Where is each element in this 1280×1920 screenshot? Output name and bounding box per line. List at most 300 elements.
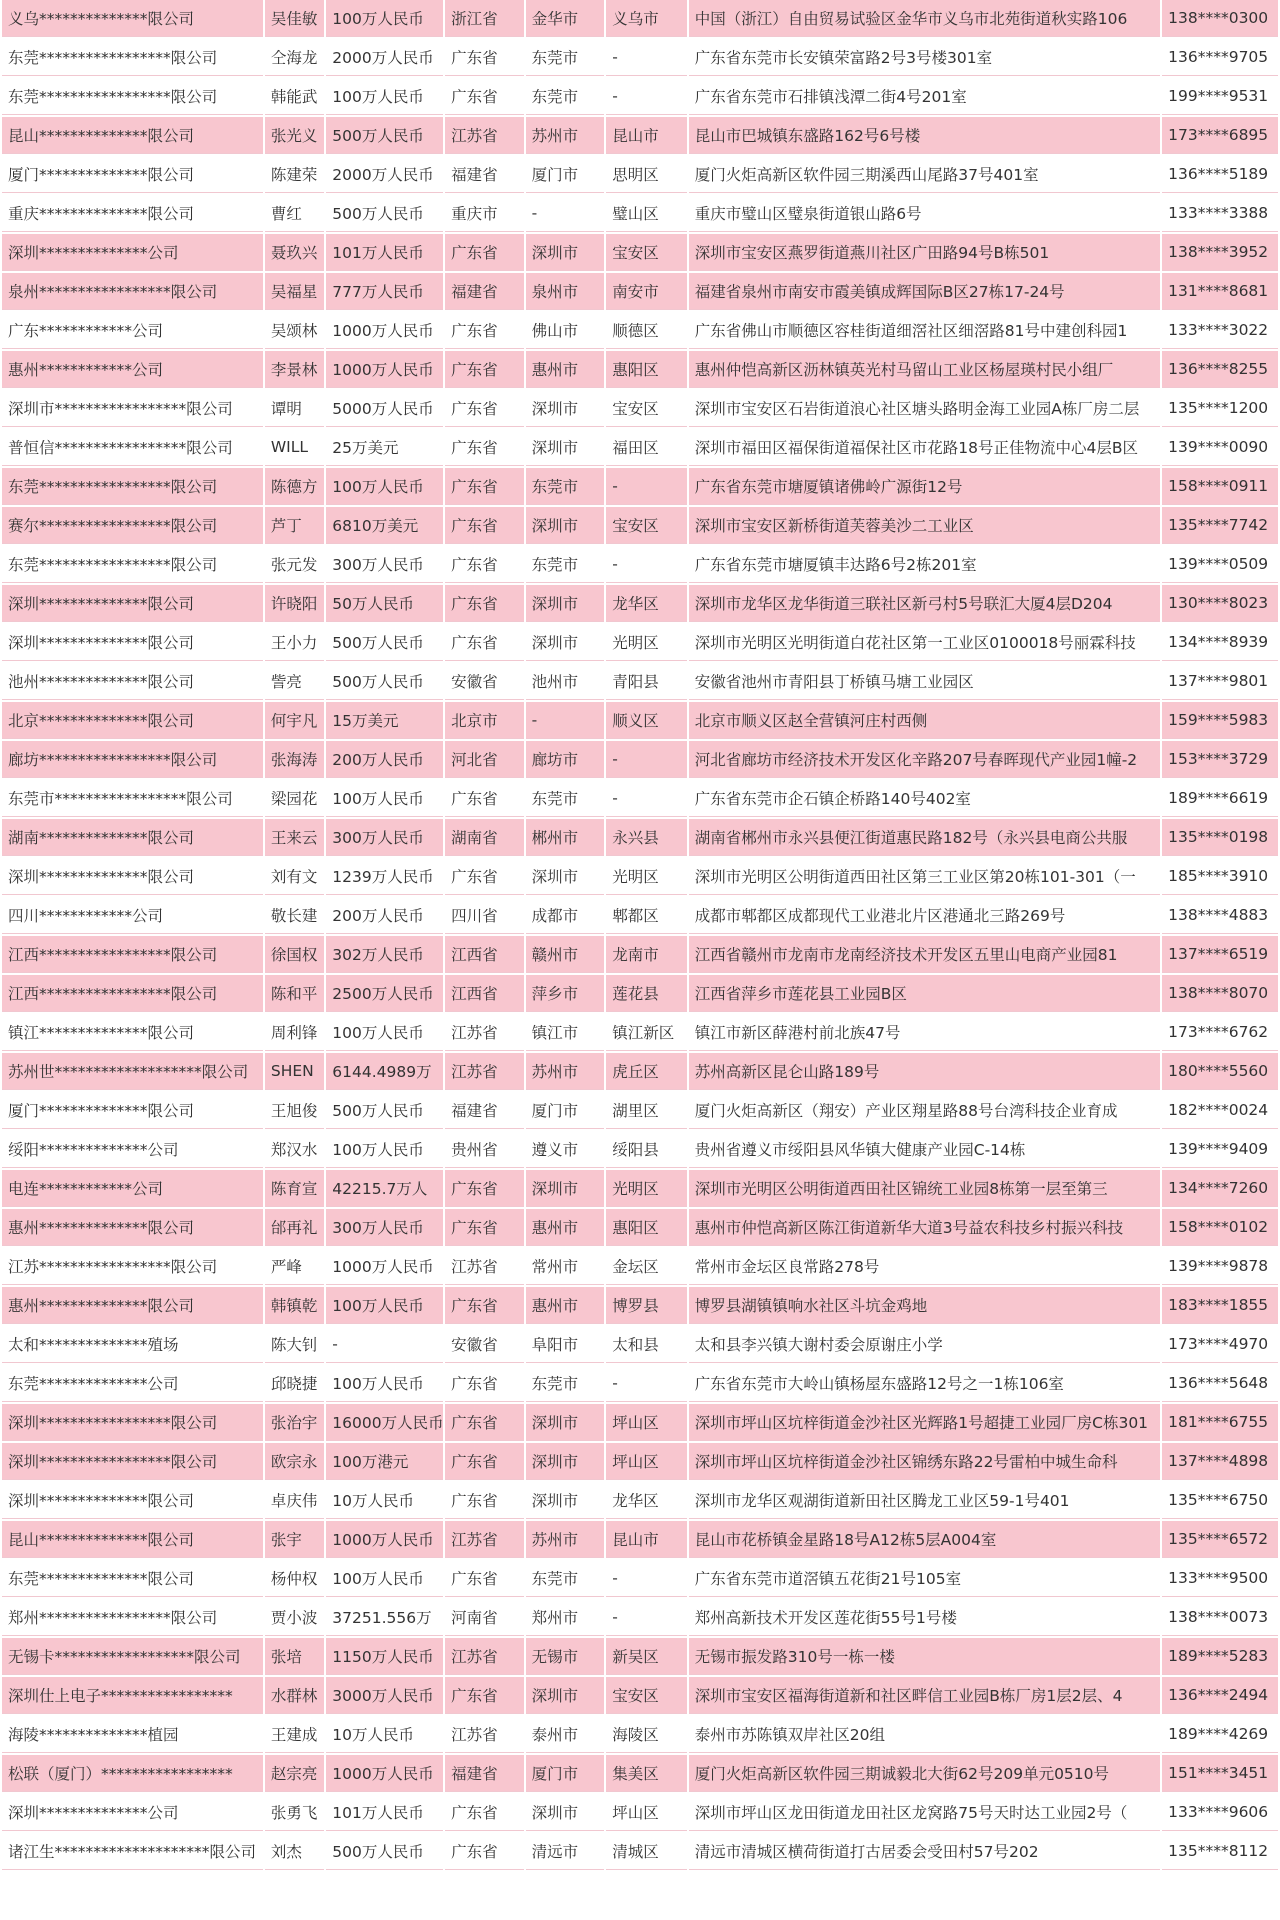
address-cell: 深圳市宝安区福海街道新和社区畔信工业园B栋厂房1层2层、4 [689, 1677, 1160, 1714]
registered-capital-cell: 302万人民币 [326, 936, 443, 973]
registered-capital-cell: 300万人民币 [326, 546, 443, 583]
registered-capital-cell: 5000万人民币 [326, 390, 443, 427]
address-cell: 深圳市龙华区龙华街道三联社区新弓村5号联汇大厦4层D204 [689, 585, 1160, 622]
company-name-cell: 深圳仕上电子***************** [2, 1677, 263, 1714]
address-cell: 惠州仲恺高新区沥林镇英光村马留山工业区杨屋瑛村民小组厂 [689, 351, 1160, 388]
table-row [2, 468, 1278, 505]
legal-person-cell: 赵宗亮 [265, 1755, 324, 1792]
phone-cell: 158****0911 [1162, 468, 1278, 505]
legal-person-cell: 杨仲权 [265, 1560, 324, 1597]
address-cell: 广东省东莞市长安镇荣富路2号3号楼301室 [689, 39, 1160, 76]
city-cell: 惠州市 [526, 1287, 605, 1324]
phone-cell: 133****3022 [1162, 312, 1278, 349]
province-cell: 广东省 [445, 468, 524, 505]
registered-capital-cell: 1000万人民币 [326, 1248, 443, 1285]
registered-capital-cell: 1000万人民币 [326, 1755, 443, 1792]
legal-person-cell: 张宇 [265, 1521, 324, 1558]
phone-cell: 137****9801 [1162, 663, 1278, 700]
address-cell: 博罗县湖镇镇响水社区斗坑金鸡地 [689, 1287, 1160, 1324]
table-row [2, 975, 1278, 1012]
district-cell: 惠阳区 [606, 351, 687, 388]
table-row [2, 1443, 1278, 1480]
table-row [2, 1833, 1278, 1870]
table-row [2, 0, 1278, 37]
address-cell: 福建省泉州市南安市霞美镇成辉国际B区27栋17-24号 [689, 273, 1160, 310]
city-cell: 深圳市 [526, 1443, 605, 1480]
province-cell: 广东省 [445, 1404, 524, 1441]
province-cell: 福建省 [445, 1755, 524, 1792]
district-cell: 光明区 [606, 624, 687, 661]
legal-person-cell: 芦丁 [265, 507, 324, 544]
legal-person-cell: 刘杰 [265, 1833, 324, 1870]
company-name-cell: 太和**************殖场 [2, 1326, 263, 1363]
district-cell: - [606, 1365, 687, 1402]
city-cell: 东莞市 [526, 39, 605, 76]
legal-person-cell: 卓庆伟 [265, 1482, 324, 1519]
legal-person-cell: 陈建荣 [265, 156, 324, 193]
table-row [2, 741, 1278, 778]
district-cell: 金坛区 [606, 1248, 687, 1285]
table-row [2, 39, 1278, 76]
district-cell: 虎丘区 [606, 1053, 687, 1090]
address-cell: 镇江市新区薛港村前北族47号 [689, 1014, 1160, 1051]
legal-person-cell: 张光义 [265, 117, 324, 154]
province-cell: 浙江省 [445, 0, 524, 37]
company-name-cell: 湖南**************限公司 [2, 819, 263, 856]
city-cell: 厦门市 [526, 1755, 605, 1792]
company-name-cell: 深圳*****************限公司 [2, 1443, 263, 1480]
city-cell: 郑州市 [526, 1599, 605, 1636]
registered-capital-cell: 500万人民币 [326, 117, 443, 154]
company-name-cell: 北京**************限公司 [2, 702, 263, 739]
registered-capital-cell: 37251.556万 [326, 1599, 443, 1636]
province-cell: 广东省 [445, 39, 524, 76]
address-cell: 深圳市福田区福保街道福保社区市花路18号正佳物流中心4层B区 [689, 429, 1160, 466]
address-cell: 中国（浙江）自由贸易试验区金华市义乌市北苑街道秋实路106 [689, 0, 1160, 37]
company-name-cell: 诸江生********************限公司 [2, 1833, 263, 1870]
address-cell: 苏州高新区昆仑山路189号 [689, 1053, 1160, 1090]
company-name-cell: 廊坊*****************限公司 [2, 741, 263, 778]
phone-cell: 189****6619 [1162, 780, 1278, 817]
province-cell: 广东省 [445, 858, 524, 895]
phone-cell: 139****0509 [1162, 546, 1278, 583]
phone-cell: 180****5560 [1162, 1053, 1278, 1090]
registered-capital-cell: 2000万人民币 [326, 39, 443, 76]
company-name-cell: 惠州**************限公司 [2, 1287, 263, 1324]
district-cell: 宝安区 [606, 507, 687, 544]
company-name-cell: 海陵**************植园 [2, 1716, 263, 1753]
city-cell: 遵义市 [526, 1131, 605, 1168]
table-row [2, 1014, 1278, 1051]
company-name-cell: 厦门**************限公司 [2, 156, 263, 193]
legal-person-cell: 张海涛 [265, 741, 324, 778]
district-cell: 永兴县 [606, 819, 687, 856]
province-cell: 江苏省 [445, 1248, 524, 1285]
province-cell: 广东省 [445, 234, 524, 271]
company-name-cell: 泉州*****************限公司 [2, 273, 263, 310]
phone-cell: 159****5983 [1162, 702, 1278, 739]
company-name-cell: 电连************公司 [2, 1170, 263, 1207]
company-name-cell: 郑州*****************限公司 [2, 1599, 263, 1636]
registered-capital-cell: 100万人民币 [326, 1287, 443, 1324]
table-row [2, 1404, 1278, 1441]
district-cell: - [606, 1599, 687, 1636]
legal-person-cell: 谭明 [265, 390, 324, 427]
city-cell: 无锡市 [526, 1638, 605, 1675]
city-cell: 清远市 [526, 1833, 605, 1870]
legal-person-cell: 邱晓捷 [265, 1365, 324, 1402]
province-cell: 江苏省 [445, 1053, 524, 1090]
table-row [2, 1755, 1278, 1792]
province-cell: 广东省 [445, 1560, 524, 1597]
company-name-cell: 苏州世*******************限公司 [2, 1053, 263, 1090]
table-row [2, 429, 1278, 466]
province-cell: 河北省 [445, 741, 524, 778]
district-cell: 龙华区 [606, 585, 687, 622]
city-cell: 苏州市 [526, 1521, 605, 1558]
province-cell: 福建省 [445, 1092, 524, 1129]
company-name-cell: 无锡卡******************限公司 [2, 1638, 263, 1675]
phone-cell: 181****6755 [1162, 1404, 1278, 1441]
table-row [2, 585, 1278, 622]
legal-person-cell: 吴颂林 [265, 312, 324, 349]
registered-capital-cell: 1150万人民币 [326, 1638, 443, 1675]
phone-cell: 138****8070 [1162, 975, 1278, 1012]
legal-person-cell: 陈和平 [265, 975, 324, 1012]
table-row [2, 351, 1278, 388]
registered-capital-cell: 6810万美元 [326, 507, 443, 544]
table-row [2, 1326, 1278, 1363]
legal-person-cell: 聂玖兴 [265, 234, 324, 271]
city-cell: 深圳市 [526, 1794, 605, 1831]
legal-person-cell: 王旭俊 [265, 1092, 324, 1129]
district-cell: 宝安区 [606, 234, 687, 271]
district-cell: 博罗县 [606, 1287, 687, 1324]
city-cell: 深圳市 [526, 1677, 605, 1714]
address-cell: 惠州市仲恺高新区陈江街道新华大道3号益农科技乡村振兴科技 [689, 1209, 1160, 1246]
legal-person-cell: WILL [265, 429, 324, 466]
company-name-cell: 四川************公司 [2, 897, 263, 934]
legal-person-cell: 张治宇 [265, 1404, 324, 1441]
address-cell: 深圳市光明区光明街道白花社区第一工业区0100018号丽霖科技 [689, 624, 1160, 661]
company-name-cell: 东莞*****************限公司 [2, 39, 263, 76]
company-name-cell: 镇江**************限公司 [2, 1014, 263, 1051]
registered-capital-cell: 100万人民币 [326, 468, 443, 505]
phone-cell: 136****5189 [1162, 156, 1278, 193]
city-cell: 深圳市 [526, 624, 605, 661]
phone-cell: 134****7260 [1162, 1170, 1278, 1207]
district-cell: 绥阳县 [606, 1131, 687, 1168]
address-cell: 深圳市龙华区观湖街道新田社区腾龙工业区59-1号401 [689, 1482, 1160, 1519]
registered-capital-cell: 6144.4989万 [326, 1053, 443, 1090]
address-cell: 重庆市璧山区璧泉街道银山路6号 [689, 195, 1160, 232]
district-cell: 宝安区 [606, 1677, 687, 1714]
legal-person-cell: 王来云 [265, 819, 324, 856]
registered-capital-cell: 25万美元 [326, 429, 443, 466]
company-name-cell: 深圳**************公司 [2, 234, 263, 271]
table-row [2, 1794, 1278, 1831]
registered-capital-cell: 15万美元 [326, 702, 443, 739]
district-cell: 南安市 [606, 273, 687, 310]
address-cell: 太和县李兴镇大谢村委会原谢庄小学 [689, 1326, 1160, 1363]
registered-capital-cell: 101万人民币 [326, 1794, 443, 1831]
city-cell: 池州市 [526, 663, 605, 700]
province-cell: 广东省 [445, 1794, 524, 1831]
address-cell: 深圳市宝安区石岩街道浪心社区塘头路明金海工业园A栋厂房二层 [689, 390, 1160, 427]
province-cell: 广东省 [445, 585, 524, 622]
address-cell: 广东省东莞市道滘镇五花街21号105室 [689, 1560, 1160, 1597]
table-row [2, 1131, 1278, 1168]
table-row [2, 1209, 1278, 1246]
district-cell: 坪山区 [606, 1443, 687, 1480]
company-name-cell: 深圳**************限公司 [2, 1482, 263, 1519]
province-cell: 广东省 [445, 546, 524, 583]
registered-capital-cell: 1000万人民币 [326, 312, 443, 349]
legal-person-cell: 韩能武 [265, 78, 324, 115]
legal-person-cell: 陈大钊 [265, 1326, 324, 1363]
table-row [2, 897, 1278, 934]
phone-cell: 133****9500 [1162, 1560, 1278, 1597]
phone-cell: 135****8112 [1162, 1833, 1278, 1870]
address-cell: 河北省廊坊市经济技术开发区化辛路207号春晖现代产业园1幢-2 [689, 741, 1160, 778]
table-row [2, 1092, 1278, 1129]
company-name-cell: 重庆**************限公司 [2, 195, 263, 232]
address-cell: 深圳市坪山区坑梓街道金沙社区锦绣东路22号雷柏中城生命科 [689, 1443, 1160, 1480]
company-name-cell: 池州**************限公司 [2, 663, 263, 700]
table-row [2, 1599, 1278, 1636]
address-cell: 深圳市坪山区龙田街道龙田社区龙窝路75号天时达工业园2号（ [689, 1794, 1160, 1831]
legal-person-cell: 陈育宣 [265, 1170, 324, 1207]
address-cell: 广东省东莞市大岭山镇杨屋东盛路12号之一1栋106室 [689, 1365, 1160, 1402]
province-cell: 广东省 [445, 78, 524, 115]
city-cell: 惠州市 [526, 351, 605, 388]
table-row [2, 546, 1278, 583]
table-row [2, 1287, 1278, 1324]
address-cell: 广东省佛山市顺德区容桂街道细滘社区细滘路81号中建创科园1 [689, 312, 1160, 349]
company-name-cell: 赛尔*****************限公司 [2, 507, 263, 544]
province-cell: 湖南省 [445, 819, 524, 856]
table-row [2, 1482, 1278, 1519]
district-cell: 思明区 [606, 156, 687, 193]
legal-person-cell: 王建成 [265, 1716, 324, 1753]
company-table-body [2, 0, 1278, 1870]
city-cell: - [526, 195, 605, 232]
province-cell: 重庆市 [445, 195, 524, 232]
province-cell: 河南省 [445, 1599, 524, 1636]
company-name-cell: 深圳**************限公司 [2, 858, 263, 895]
company-name-cell: 厦门**************限公司 [2, 1092, 263, 1129]
legal-person-cell: SHEN [265, 1053, 324, 1090]
province-cell: 广东省 [445, 429, 524, 466]
province-cell: 广东省 [445, 780, 524, 817]
legal-person-cell: 刘有文 [265, 858, 324, 895]
city-cell: 萍乡市 [526, 975, 605, 1012]
city-cell: 金华市 [526, 0, 605, 37]
table-row [2, 390, 1278, 427]
legal-person-cell: 张勇飞 [265, 1794, 324, 1831]
table-row [2, 1170, 1278, 1207]
address-cell: 厦门火炬高新区（翔安）产业区翔星路88号台湾科技企业育成 [689, 1092, 1160, 1129]
legal-person-cell: 郑汉水 [265, 1131, 324, 1168]
company-name-cell: 惠州**************限公司 [2, 1209, 263, 1246]
phone-cell: 136****5648 [1162, 1365, 1278, 1402]
district-cell: 清城区 [606, 1833, 687, 1870]
company-name-cell: 广东************公司 [2, 312, 263, 349]
address-cell: 江西省赣州市龙南市龙南经济技术开发区五里山电商产业园81 [689, 936, 1160, 973]
address-cell: 厦门火炬高新区软件园三期诚毅北大街62号209单元0510号 [689, 1755, 1160, 1792]
phone-cell: 133****3388 [1162, 195, 1278, 232]
registered-capital-cell: 500万人民币 [326, 663, 443, 700]
address-cell: 深圳市光明区公明街道西田社区锦统工业园8栋第一层至第三 [689, 1170, 1160, 1207]
phone-cell: 158****0102 [1162, 1209, 1278, 1246]
legal-person-cell: 韩镇乾 [265, 1287, 324, 1324]
address-cell: 江西省萍乡市莲花县工业园B区 [689, 975, 1160, 1012]
registered-capital-cell: 100万人民币 [326, 1560, 443, 1597]
table-row [2, 312, 1278, 349]
registered-capital-cell: 200万人民币 [326, 741, 443, 778]
registered-capital-cell: 1000万人民币 [326, 351, 443, 388]
registered-capital-cell: 300万人民币 [326, 1209, 443, 1246]
legal-person-cell: 訾亮 [265, 663, 324, 700]
district-cell: 宝安区 [606, 390, 687, 427]
address-cell: 泰州市苏陈镇双岸社区20组 [689, 1716, 1160, 1753]
city-cell: 郴州市 [526, 819, 605, 856]
company-name-cell: 惠州************公司 [2, 351, 263, 388]
registered-capital-cell: 100万人民币 [326, 0, 443, 37]
city-cell: 佛山市 [526, 312, 605, 349]
table-row [2, 858, 1278, 895]
district-cell: 义乌市 [606, 0, 687, 37]
province-cell: 北京市 [445, 702, 524, 739]
legal-person-cell: 许晓阳 [265, 585, 324, 622]
province-cell: 广东省 [445, 624, 524, 661]
district-cell: 光明区 [606, 858, 687, 895]
city-cell: 苏州市 [526, 117, 605, 154]
address-cell: 清远市清城区横荷街道打古居委会受田村57号202 [689, 1833, 1160, 1870]
phone-cell: 189****5283 [1162, 1638, 1278, 1675]
phone-cell: 137****6519 [1162, 936, 1278, 973]
registered-capital-cell: 777万人民币 [326, 273, 443, 310]
province-cell: 广东省 [445, 1677, 524, 1714]
district-cell: 坪山区 [606, 1794, 687, 1831]
city-cell: 深圳市 [526, 429, 605, 466]
registered-capital-cell: 300万人民币 [326, 819, 443, 856]
province-cell: 广东省 [445, 1833, 524, 1870]
phone-cell: 139****0090 [1162, 429, 1278, 466]
district-cell: 惠阳区 [606, 1209, 687, 1246]
legal-person-cell: 仝海龙 [265, 39, 324, 76]
city-cell: 阜阳市 [526, 1326, 605, 1363]
registered-capital-cell: 42215.7万人 [326, 1170, 443, 1207]
company-name-cell: 江西*****************限公司 [2, 936, 263, 973]
company-name-cell: 江苏*****************限公司 [2, 1248, 263, 1285]
registered-capital-cell: 500万人民币 [326, 195, 443, 232]
city-cell: 苏州市 [526, 1053, 605, 1090]
address-cell: 广东省东莞市石排镇浅潭二街4号201室 [689, 78, 1160, 115]
table-row [2, 1677, 1278, 1714]
city-cell: 深圳市 [526, 1482, 605, 1519]
phone-cell: 131****8681 [1162, 273, 1278, 310]
company-name-cell: 昆山**************限公司 [2, 117, 263, 154]
city-cell: 东莞市 [526, 468, 605, 505]
address-cell: 深圳市坪山区坑梓街道金沙社区光辉路1号超捷工业园厂房C栋301 [689, 1404, 1160, 1441]
district-cell: 坪山区 [606, 1404, 687, 1441]
company-name-cell: 东莞**************限公司 [2, 1560, 263, 1597]
table-row [2, 1716, 1278, 1753]
city-cell: 深圳市 [526, 390, 605, 427]
city-cell: 泉州市 [526, 273, 605, 310]
legal-person-cell: 周利锋 [265, 1014, 324, 1051]
province-cell: 江苏省 [445, 1014, 524, 1051]
city-cell: 东莞市 [526, 1365, 605, 1402]
address-cell: 昆山市花桥镇金星路18号A12栋5层A004室 [689, 1521, 1160, 1558]
address-cell: 深圳市光明区公明街道西田社区第三工业区第20栋101-301（一 [689, 858, 1160, 895]
province-cell: 安徽省 [445, 663, 524, 700]
province-cell: 广东省 [445, 390, 524, 427]
phone-cell: 138****4883 [1162, 897, 1278, 934]
city-cell: 深圳市 [526, 1404, 605, 1441]
table-row [2, 1638, 1278, 1675]
registered-capital-cell: 500万人民币 [326, 1092, 443, 1129]
phone-cell: 173****4970 [1162, 1326, 1278, 1363]
address-cell: 厦门火炬高新区软件园三期溪西山尾路37号401室 [689, 156, 1160, 193]
legal-person-cell: 李景林 [265, 351, 324, 388]
phone-cell: 133****9606 [1162, 1794, 1278, 1831]
city-cell: 镇江市 [526, 1014, 605, 1051]
phone-cell: 139****9409 [1162, 1131, 1278, 1168]
district-cell: 龙南市 [606, 936, 687, 973]
registered-capital-cell: 100万人民币 [326, 1014, 443, 1051]
registered-capital-cell: 200万人民币 [326, 897, 443, 934]
province-cell: 四川省 [445, 897, 524, 934]
district-cell: 青阳县 [606, 663, 687, 700]
phone-cell: 135****7742 [1162, 507, 1278, 544]
city-cell: 东莞市 [526, 1560, 605, 1597]
district-cell: 顺德区 [606, 312, 687, 349]
district-cell: 海陵区 [606, 1716, 687, 1753]
district-cell: 光明区 [606, 1170, 687, 1207]
table-row [2, 1521, 1278, 1558]
legal-person-cell: 欧宗永 [265, 1443, 324, 1480]
phone-cell: 135****1200 [1162, 390, 1278, 427]
company-name-cell: 绥阳**************公司 [2, 1131, 263, 1168]
registered-capital-cell: 100万人民币 [326, 780, 443, 817]
province-cell: 广东省 [445, 1209, 524, 1246]
phone-cell: 182****0024 [1162, 1092, 1278, 1129]
legal-person-cell: 邰再礼 [265, 1209, 324, 1246]
company-name-cell: 普恒信*****************限公司 [2, 429, 263, 466]
city-cell: 东莞市 [526, 780, 605, 817]
city-cell: 泰州市 [526, 1716, 605, 1753]
legal-person-cell: 贾小波 [265, 1599, 324, 1636]
district-cell: 璧山区 [606, 195, 687, 232]
district-cell: 新吴区 [606, 1638, 687, 1675]
address-cell: 广东省东莞市塘厦镇丰达路6号2栋201室 [689, 546, 1160, 583]
table-row [2, 819, 1278, 856]
city-cell: - [526, 702, 605, 739]
registered-capital-cell: 100万人民币 [326, 1131, 443, 1168]
phone-cell: 199****9531 [1162, 78, 1278, 115]
phone-cell: 153****3729 [1162, 741, 1278, 778]
district-cell: 莲花县 [606, 975, 687, 1012]
legal-person-cell: 梁园花 [265, 780, 324, 817]
registered-capital-cell: 100万港元 [326, 1443, 443, 1480]
province-cell: 广东省 [445, 1365, 524, 1402]
phone-cell: 137****4898 [1162, 1443, 1278, 1480]
address-cell: 安徽省池州市青阳县丁桥镇马塘工业园区 [689, 663, 1160, 700]
legal-person-cell: 吴福星 [265, 273, 324, 310]
table-row [2, 117, 1278, 154]
